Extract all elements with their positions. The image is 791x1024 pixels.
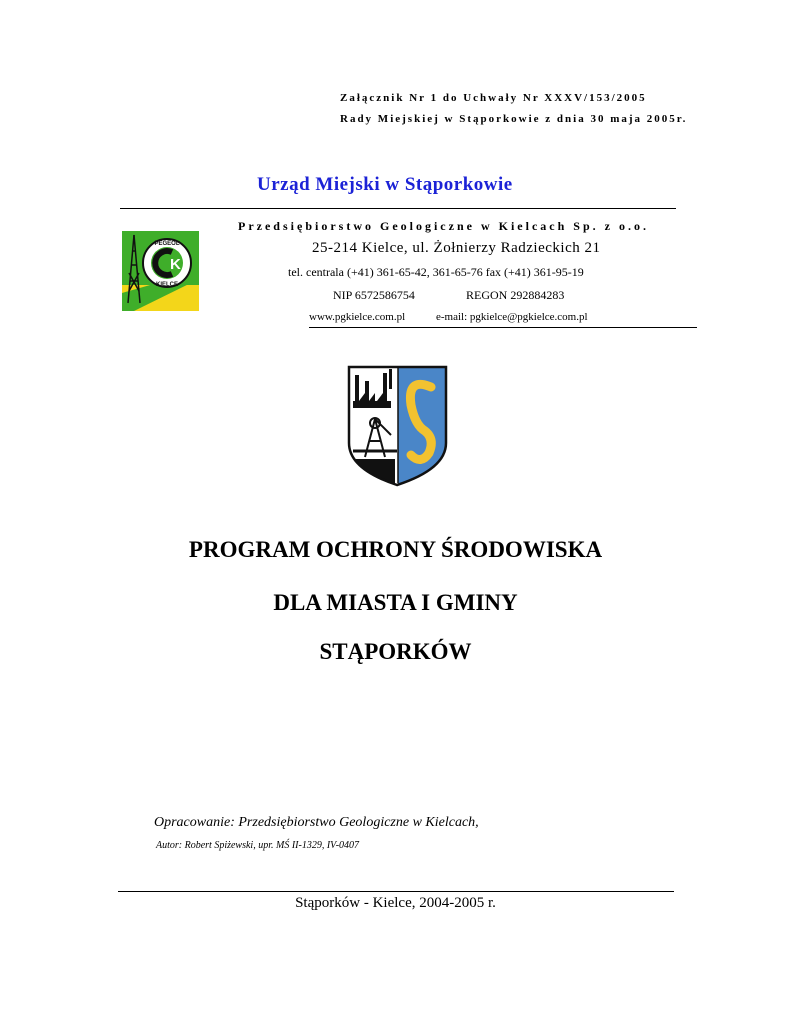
author-line: Autor: Robert Spiżewski, upr. MŚ II-1329, IV-0407	[156, 840, 360, 851]
header-divider	[120, 208, 676, 209]
document-title-line-1: PROGRAM OCHRONY ŚRODOWISKA	[188, 537, 603, 562]
footer-divider	[118, 891, 674, 892]
company-website[interactable]: www.pgkielce.com.pl	[309, 311, 406, 323]
annex-line-1: Załącznik Nr 1 do Uchwały Nr XXXV/153/2005	[340, 92, 647, 104]
company-email[interactable]: e-mail: pgkielce@pgkielce.com.pl	[436, 311, 588, 323]
company-divider	[309, 327, 697, 328]
footer-place-date: Stąporków - Kielce, 2004-2005 r.	[295, 895, 496, 911]
logo-bottom-text: KIELCE	[155, 282, 179, 288]
coat-of-arms-icon	[345, 365, 450, 487]
company-nip: NIP 6572586754	[333, 288, 415, 302]
annex-line-2: Rady Miejskiej w Stąporkowie z dnia 30 maja 2005r.	[340, 113, 688, 125]
document-title-line-2: DLA MIASTA I GMINY	[273, 590, 518, 615]
company-name: Przedsiębiorstwo Geologiczne w Kielcach Sp. z o.o.	[238, 219, 649, 233]
company-regon: REGON 292884283	[466, 288, 565, 302]
document-title-line-3: STĄPORKÓW	[319, 639, 472, 664]
office-heading: Urząd Miejski w Stąporkowie	[257, 174, 513, 195]
prepared-by: Opracowanie: Przedsiębiorstwo Geologiczne w Kielcach,	[154, 815, 479, 830]
logo-top-text: PEGEOL	[154, 241, 180, 247]
company-address: 25-214 Kielce, ul. Żołnierzy Radzieckich 21	[312, 240, 601, 256]
company-logo	[122, 231, 199, 311]
company-phones: tel. centrala (+41) 361-65-42, 361-65-76 fax (+41) 361-95-19	[288, 265, 584, 279]
logo-k-letter: K	[170, 256, 181, 273]
